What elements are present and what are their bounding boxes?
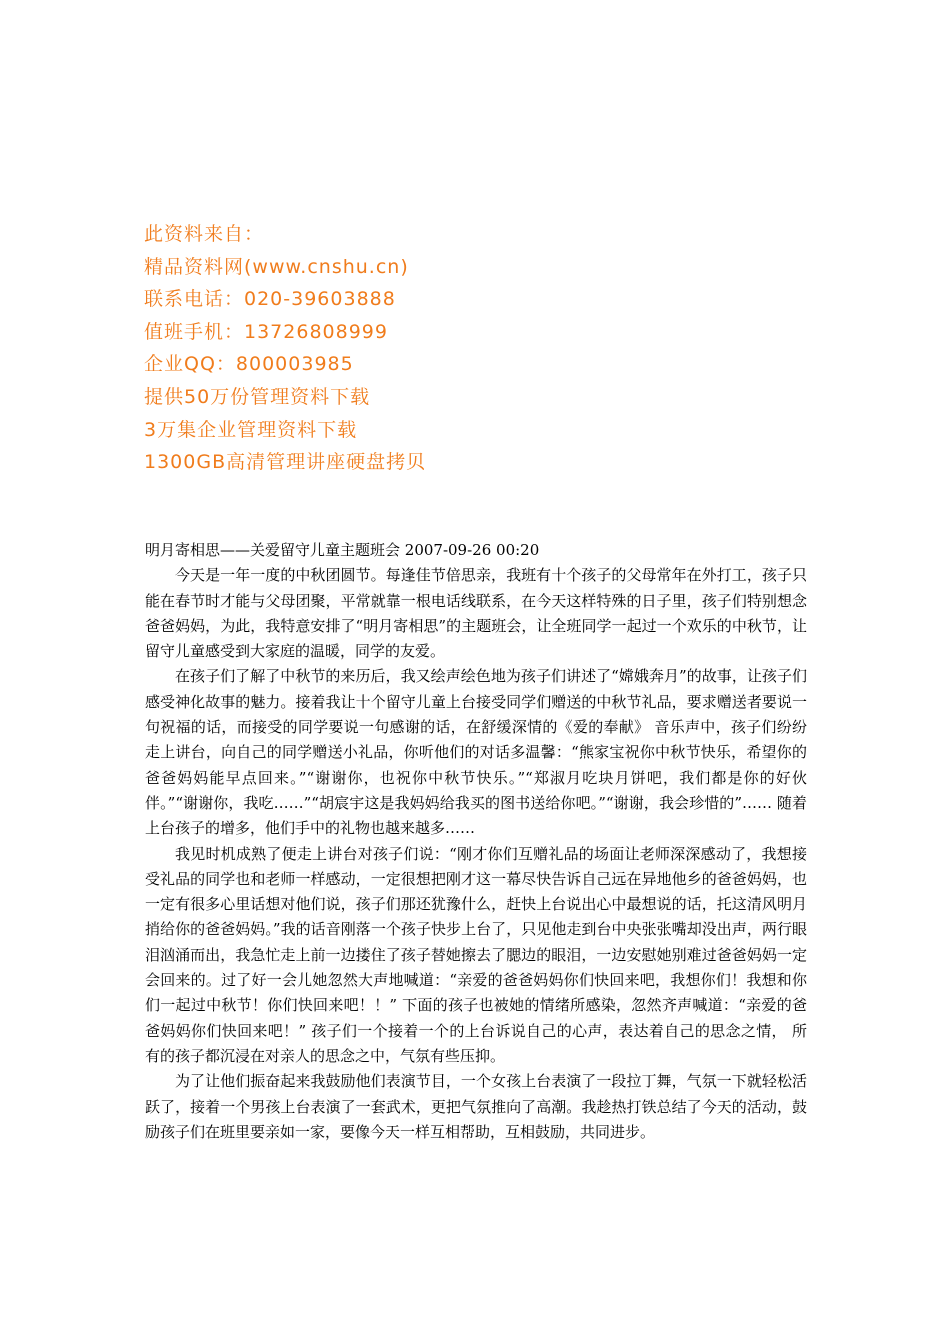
article-paragraph: 在孩子们了解了中秋节的来历后，我又绘声绘色地为孩子们讲述了“嫦娥奔月”的故事，让孩子们感受神化故事的魅力。接着我让十个留守儿童上台接受同学们赠送的中秋节礼品，要求赠送者要说一句祝福的话，而接受的同学要说一句感谢的话，在舒缓深情的《爱的奉献》 音乐声中，孩子们纷纷走上讲台，向自己的同学赠送小礼品，你听他们的对话多温馨：“熊家宝祝你中秋节快乐，希望你的爸爸妈妈能早点回来。”“谢谢你，也祝你中秋节快乐。”“郑淑月吃块月饼吧，我们都是你的好伙伴。”“谢谢你，我吃……”“胡宸宇这是我妈妈给我买的图书送给你吧。”“谢谢，我会珍惜的”…… 随着上台孩子的增多，他们手中的礼物也越来越多…… <box>145 667 807 838</box>
article-paragraph: 为了让他们振奋起来我鼓励他们表演节目，一个女孩上台表演了一段拉丁舞，气氛一下就轻松活跃了，接着一个男孩上台表演了一套武术，更把气氛推向了高潮。我趁热打铁总结了今天的活动，鼓励孩子们在班里要亲如一家，要像今天一样互相帮助，互相鼓励，共同进步。 <box>145 1072 807 1141</box>
article-title: 明月寄相思——关爱留守儿童主题班会 2007-09-26 00:20 <box>145 541 540 559</box>
promo-offer-videos: 3万集企业管理资料下载 <box>144 418 358 441</box>
promo-block <box>144 218 704 479</box>
article-paragraph: 我见时机成熟了便走上讲台对孩子们说：“刚才你们互赠礼品的场面让老师深深感动了，我想接受礼品的同学也和老师一样感动，一定很想把刚才这一幕尽快告诉自己远在异地他乡的爸爸妈妈，也一定有很多心里话想对他们说，孩子们那还犹豫什么，赶快上台说出心中最想说的话，托这清风明月捎给你的爸爸妈妈。”我的话音刚落一个孩子快步上台了，只见他走到台中央张张嘴却没出声，两行眼泪汹涌而出，我急忙走上前一边搂住了孩子替她擦去了腮边的眼泪，一边安慰她别难过爸爸妈妈一定会回来的。过了好一会儿她忽然大声地喊道：“亲爱的爸爸妈妈你们快回来吧，我想你们！我想和你们一起过中秋节！你们快回来吧！！” 下面的孩子也被她的情绪所感染，忽然齐声喊道：“亲爱的爸爸妈妈你们快回来吧！” 孩子们一个接着一个的上台诉说自己的心声，表达着自己的思念之情， 所有的孩子都沉浸在对亲人的思念之中，气氛有些压抑。 <box>145 844 807 1065</box>
promo-website: 精品资料网(www.cnshu.cn) <box>144 255 409 278</box>
promo-qq: 企业QQ：800003985 <box>144 353 354 376</box>
promo-offer-documents: 提供50万份管理资料下载 <box>144 385 371 408</box>
promo-mobile: 值班手机：13726808999 <box>144 320 388 343</box>
article <box>145 538 807 1145</box>
promo-phone: 联系电话：020-39603888 <box>144 288 396 311</box>
promo-offer-lectures: 1300GB高清管理讲座硬盘拷贝 <box>144 451 427 474</box>
article-paragraph: 今天是一年一度的中秋团圆节。每逢佳节倍思亲，我班有十个孩子的父母常年在外打工，孩子只能在春节时才能与父母团聚，平常就靠一根电话线联系，在今天这样特殊的日子里，孩子们特别想念爸爸妈妈，为此，我特意安排了“明月寄相思”的主题班会，让全班同学一起过一个欢乐的中秋节，让留守儿童感受到大家庭的温暖，同学的友爱。 <box>145 566 807 661</box>
promo-source-label: 此资料来自： <box>144 223 265 245</box>
